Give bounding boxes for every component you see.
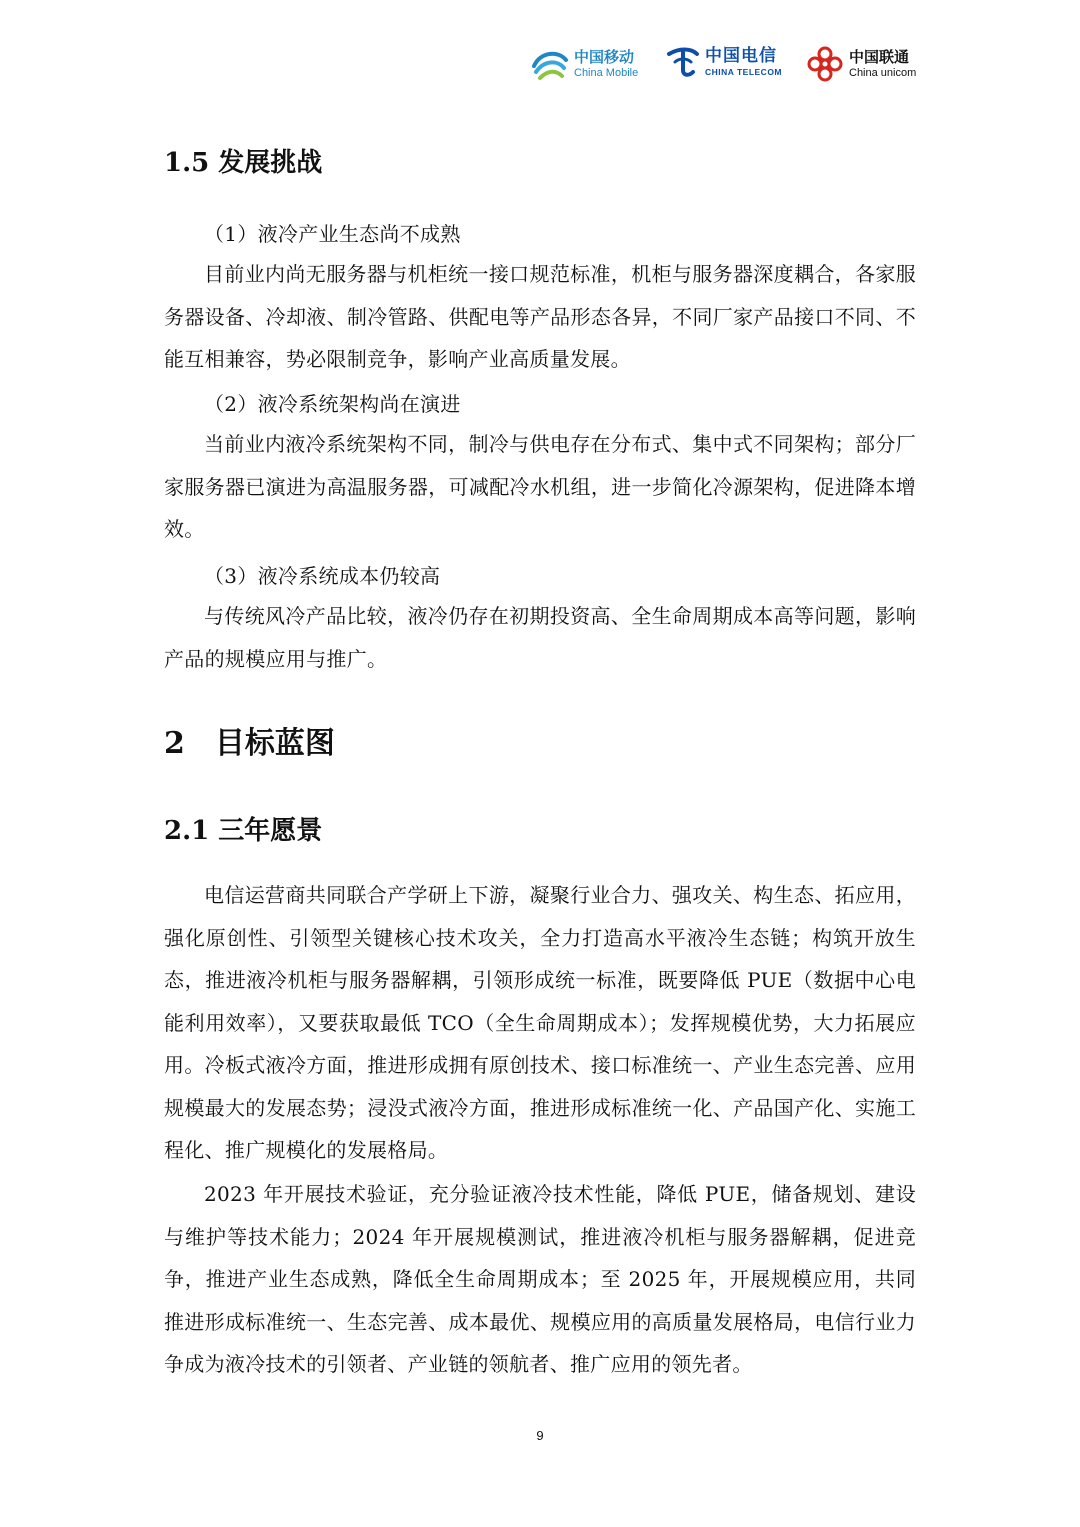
china-mobile-swirl-icon xyxy=(530,44,570,84)
challenge-3-text: 与传统风冷产品比较，液冷仍存在初期投资高、全生命周期成本高等问题，影响产品的规模应用与推广。 xyxy=(164,604,916,671)
challenge-3-title: （3）液冷系统成本仍较高 xyxy=(204,564,441,588)
section-2-heading: 2 目标蓝图 xyxy=(164,726,335,761)
china-telecom-cn: 中国电信 xyxy=(705,45,777,66)
china-telecom-logo xyxy=(665,44,782,80)
china-telecom-en: CHINA TELECOM xyxy=(705,66,783,77)
china-unicom-en: China unicom xyxy=(849,66,917,79)
section-2-1-heading: 2.1 三年愿景 xyxy=(164,816,323,846)
china-unicom-logo xyxy=(805,44,916,84)
page-number: 9 xyxy=(536,1428,544,1443)
china-mobile-logo xyxy=(530,44,638,84)
challenge-2-title: （2）液冷系统架构尚在演进 xyxy=(204,392,461,416)
challenge-2-text: 当前业内液冷系统架构不同，制冷与供电存在分布式、集中式不同架构；部分厂家服务器已演进为高温服务器，可减配冷水机组，进一步简化冷源架构，促进降本增效。 xyxy=(164,432,916,541)
challenge-1-title: （1）液冷产业生态尚不成熟 xyxy=(204,222,461,246)
china-telecom-swirl-icon xyxy=(665,44,701,80)
section-1-5-heading: 1.5 发展挑战 xyxy=(164,148,323,178)
china-unicom-cn: 中国联通 xyxy=(849,47,910,66)
header-logos xyxy=(530,44,930,94)
china-mobile-en: China Mobile xyxy=(574,66,639,79)
vision-paragraph-2: 2023 年开展技术验证，充分验证液冷技术性能，降低 PUE，储备规划、建设与维护等技术能力；2024 年开展规模测试，推进液冷机柜与服务器解耦，促进竞争，推进产业生态成熟，降低全生命周期成本；至 2025 年，开展规模应用，共同推进形成标准统一、生态完善、成本最优、规模应用的高质量发展格局，电信行业力争成为液冷技术的引领者、产业链的领航者、推广应用的领先者。 xyxy=(164,1182,916,1376)
vision-paragraph-1: 电信运营商共同联合产学研上下游，凝聚行业合力、强攻关、构生态、拓应用，强化原创性、引领型关键核心技术攻关，全力打造高水平液冷生态链；构筑开放生态，推进液冷机柜与服务器解耦，引领形成统一标准，既要降低 PUE（数据中心电能利用效率），又要获取最低 TCO（全生命周期成本）；发挥规模优势，大力拓展应用。冷板式液冷方面，推进形成拥有原创技术、接口标准统一、产业生态完善、应用规模最大的发展态势；浸没式液冷方面，推进形成标准统一化、产品国产化、实施工程化、推广规模化的发展格局。 xyxy=(164,883,916,1162)
china-unicom-knot-icon xyxy=(805,44,845,84)
china-mobile-cn: 中国移动 xyxy=(574,47,635,66)
challenge-1-text: 目前业内尚无服务器与机柜统一接口规范标准，机柜与服务器深度耦合，各家服务器设备、冷却液、制冷管路、供配电等产品形态各异，不同厂家产品接口不同、不能互相兼容，势必限制竞争，影响产业高质量发展。 xyxy=(164,262,916,371)
